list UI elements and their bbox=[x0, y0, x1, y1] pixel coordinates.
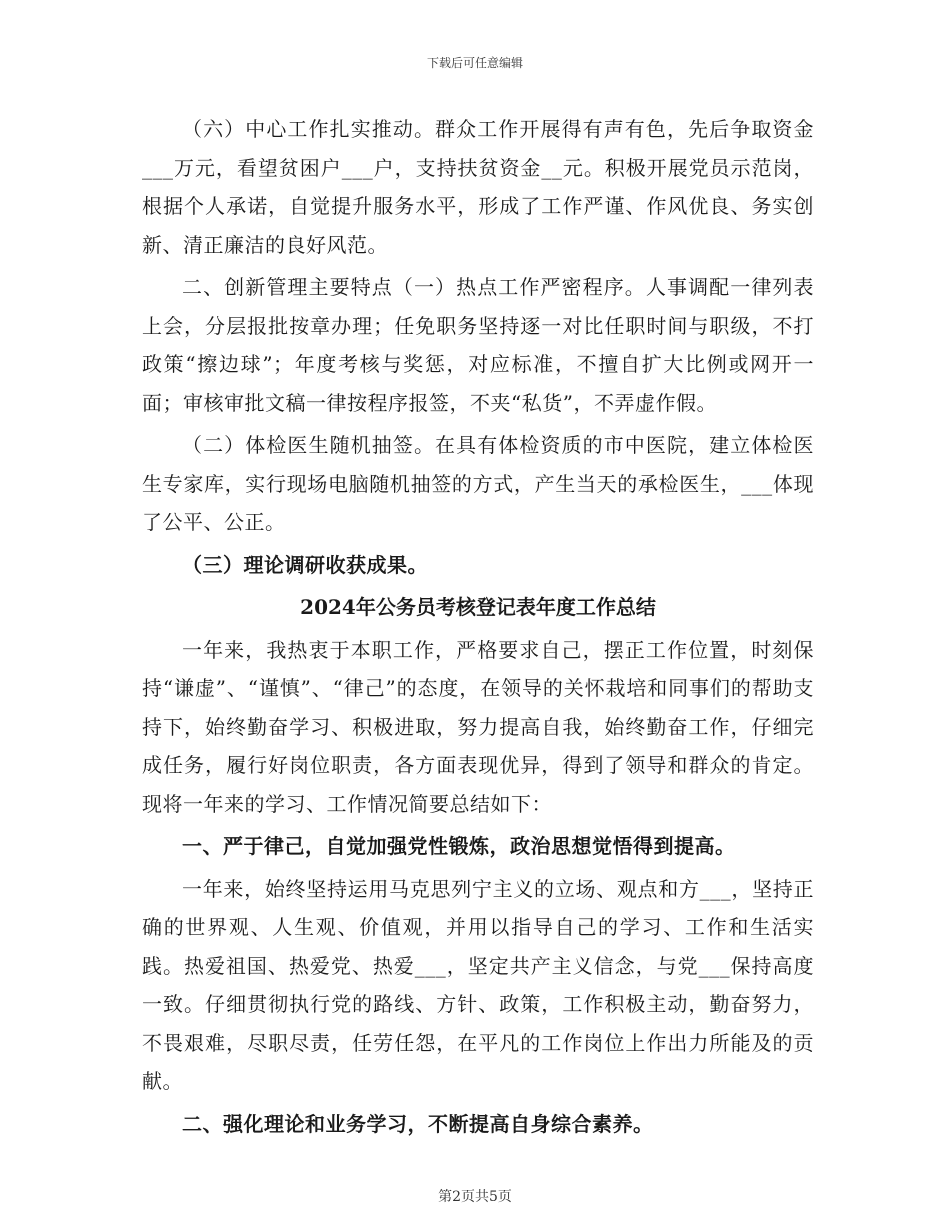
paragraph-center-work: （六）中心工作扎实推动。群众工作开展得有声有色，先后争取资金___万元，看望贫困户___户，支持扶贫资金__元。积极开展党员示范岗，根据个人承诺，自觉提升服务水平，形成了工作严谨、作风优良、务实创新、清正廉洁的良好风范。 bbox=[142, 117, 814, 257]
paragraph-medical-lottery: （二）体检医生随机抽签。在具有体检资质的市中医院，建立体检医生专家库，实行现场电脑随机抽签的方式，产生当天的承检医生，___体现了公平、公正。 bbox=[142, 433, 814, 534]
paragraph-innovation-features: 二、创新管理主要特点（一）热点工作严密程序。人事调配一律列表上会，分层报批按章办理；任免职务坚持逐一对比任职时间与职级，不打政策“擦边球”；年度考核与奖惩，对应标准，不擅自扩大比例或网开一面；审核审批文稿一律按程序报签，不夹“私货”，不弄虚作假。 bbox=[142, 275, 814, 415]
heading-theory-research: （三）理论调研收获成果。 bbox=[182, 552, 428, 577]
page-number: 第2页共5页 bbox=[438, 1189, 512, 1205]
page-header: 下载后可任意编辑 bbox=[426, 56, 523, 70]
document-title: 2024年公务员考核登记表年度工作总结 bbox=[300, 595, 656, 619]
paragraph-intro: 一年来，我热衷于本职工作，严格要求自己，摆正工作位置，时刻保持“谦虚”、“谨慎”、“律己”的态度，在领导的关怀栽培和同事们的帮助支持下，始终勤奋学习、积极进取，努力提高自我，始终勤奋工作，仔细完成任务，履行好岗位职责，各方面表现优异，得到了领导和群众的肯定。现将一年来的学习、工作情况简要总结如下： bbox=[142, 637, 814, 816]
heading-self-discipline: 一、严于律己，自觉加强党性锻炼，政治思想觉悟得到提高。 bbox=[182, 834, 736, 858]
heading-study: 二、强化理论和业务学习，不断提高自身综合素养。 bbox=[182, 1111, 654, 1136]
document-body bbox=[142, 110, 814, 1147]
paragraph-political-thought: 一年来，始终坚持运用马克思列宁主义的立场、观点和方___，坚持正确的世界观、人生观、价值观，并用以指导自己的学习、工作和生活实践。热爱祖国、热爱党、热爱___，坚定共产主义信念，与党___保持高度一致。仔细贯彻执行党的路线、方针、政策，工作积极主动，勤奋努力，不畏艰难，尽职尽责，任劳任怨，在平凡的工作岗位上作出力所能及的贡献。 bbox=[142, 876, 814, 1093]
